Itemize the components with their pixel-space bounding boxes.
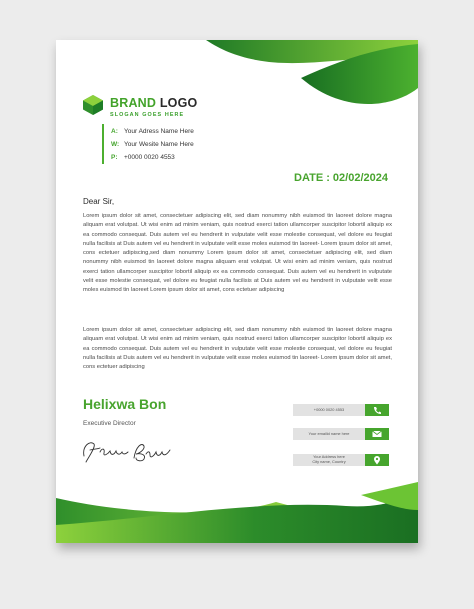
brand-logo-icon <box>82 94 104 116</box>
phone-icon <box>365 404 389 416</box>
contact-phone-value: +0000 0020 4553 <box>124 154 175 161</box>
side-phone-line: +0000 0020 4553 <box>313 406 345 412</box>
side-address-line-1: Your Address here <box>313 454 345 460</box>
body-paragraph-2: Lorem ipsum dolor sit amet, consectetuer adipiscing elit, sed diam nonummy nibh euismod tin laoreet dolore magna aliquam erat volutpat. Ut wisi enim ad minim veniam, quis nostrud exerci tation ullamcorper suscipitor lobortil aliquip ex ea commodo consequat. Duis autem vel eu hendrerit in vulputate velit esse molestie consequat, vel dolore eu feugiat nulla facilisis at Duis autem vel eu hendrerit in vulputate velit esse moles euismod tin laoreet- Lorem ipsum dolor sit amet, cons ectetuer adipiscing <box>83 327 392 371</box>
contact-divider <box>102 124 104 164</box>
mail-icon <box>365 428 389 440</box>
contact-address <box>111 128 194 141</box>
contact-website-value: Your Wesite Name Here <box>124 141 194 148</box>
sender-name: Helixwa Bon <box>83 396 167 412</box>
side-address-line-2: City name, Country <box>312 459 346 464</box>
brand-slogan: SLOGAN GOES HERE <box>110 112 185 118</box>
contact-phone-key: P: <box>111 154 118 161</box>
side-contact-address-text <box>293 454 365 466</box>
contact-website-key: W: <box>111 141 120 148</box>
sender-title: Executive Director <box>83 420 136 427</box>
contact-address-key: A: <box>111 128 118 135</box>
brand-name <box>110 96 197 110</box>
side-email-line: Your emailid name here <box>308 430 350 436</box>
brand-name-second: LOGO <box>159 96 198 110</box>
contact-list <box>111 128 194 167</box>
contact-address-value: Your Adress Name Here <box>124 128 194 135</box>
greeting: Dear Sir, <box>83 197 115 206</box>
letter-date: DATE : 02/02/2024 <box>294 172 388 184</box>
side-contact-phone-text <box>293 404 365 416</box>
side-contact-email <box>293 428 389 440</box>
side-contact-address <box>293 454 389 466</box>
location-pin-icon <box>365 454 389 466</box>
handwritten-signature <box>78 436 178 466</box>
body-paragraph-1: Lorem ipsum dolor sit amet, consectetuer adipiscing elit, sed diam nonummy nibh euismod tin laoreet dolore magna aliquam erat volutpat. Ut wisi enim ad minim veniam, quis nostrud exerci tation ullamcorper suscipitor lobortil aliquip ex ea commodo consequat. Duis autem vel eu hendrerit in vulputate velit esse molestie consequat, vel dolore eu feugiat nulla facilisis at Duis autem vel eu hendrerit in vulputate velit esse moles euismod tin laoreet- Lorem ipsum dolor sit amet, cons ectetuer adipiscing,sed diam nonummy Lorem ipsum dolor sit amet, consectetuer adipiscing elit, sed diam nonummy nibh euismod tin laoreet dolore magna aliquam erat volutpat. Ut wisi enim ad minim veniam, quis nostrud exerci tation ullamcorper suscipitor lobortil aliquip ex ea commodo consequat. Duis autem vel eu hendrerit in vulputate velit esse molestie consequat, vel dolore eu feugiat nulla facilisis at Duis autem vel eu hendrerit in vulputate velit esse moles euismod tin laoreet Lorem ipsum dolor sit amet, cons ectetuer adipiscing <box>83 213 392 294</box>
side-contact-phone <box>293 404 389 416</box>
side-contact-email-text <box>293 428 365 440</box>
letterhead-page <box>56 40 418 543</box>
brand-name-first: BRAND <box>110 96 157 110</box>
contact-phone <box>111 154 194 167</box>
contact-website <box>111 141 194 154</box>
